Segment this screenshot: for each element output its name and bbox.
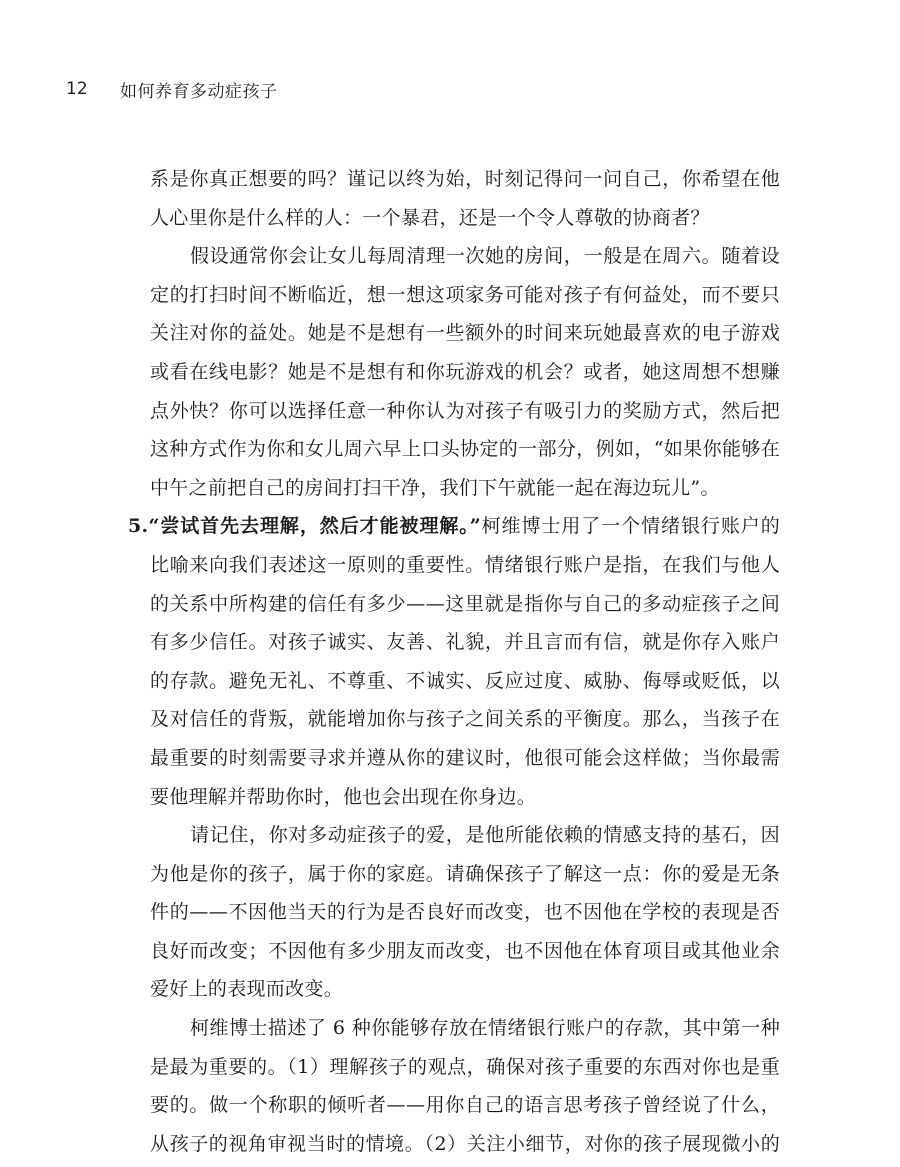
text-line: 有多少信任。对孩子诚实、友善、礼貌，并且言而有信，就是你存入账户 bbox=[150, 631, 780, 654]
text-line: 要他理解并帮助你时，他也会出现在你身边。 bbox=[150, 785, 537, 808]
paragraph bbox=[150, 160, 780, 237]
paragraph bbox=[150, 237, 780, 507]
text-line: 系是你真正想要的吗？谨记以终为始，时刻记得问一问自己，你希望在他 bbox=[150, 168, 780, 190]
text-line: 假设通常你会让女儿每周清理一次她的房间，一般是在周六。随着设 bbox=[190, 245, 780, 268]
text-line: 从孩子的视角审视当时的情境。（2）关注小细节，对你的孩子展现微小的 bbox=[150, 1132, 780, 1155]
item-heading: “尝试首先去理解，然后才能被理解。” bbox=[148, 515, 481, 538]
text-line: 良好而改变；不因他有多少朋友而改变，也不因他在体育项目或其他业余 bbox=[150, 939, 780, 962]
page-number: 12 bbox=[66, 79, 88, 99]
paragraph bbox=[150, 816, 780, 1009]
text-line: 件的——不因他当天的行为是否良好而改变，也不因他在学校的表现是否 bbox=[150, 901, 780, 924]
page-header bbox=[66, 74, 278, 104]
body-text bbox=[128, 160, 780, 1163]
item-number: 5. bbox=[128, 515, 149, 538]
text-line: 为他是你的孩子，属于你的家庭。请确保孩子了解这一点：你的爱是无条 bbox=[150, 862, 780, 885]
text-line: 人心里你是什么样的人：一个暴君，还是一个令人尊敬的协商者？ bbox=[150, 206, 710, 229]
text-line: 点外快？你可以选择任意一种你认为对孩子有吸引力的奖励方式，然后把 bbox=[150, 399, 780, 422]
text-line: 及对信任的背叛，就能增加你与孩子之间关系的平衡度。那么，当孩子在 bbox=[150, 708, 780, 731]
text-line: 要的。做一个称职的倾听者——用你自己的语言思考孩子曾经说了什么， bbox=[150, 1094, 780, 1117]
paragraph bbox=[150, 1009, 780, 1163]
text-line: 这种方式作为你和女儿周六早上口头协定的一部分，例如，“如果你能够在 bbox=[150, 438, 780, 461]
text-line: 关注对你的益处。她是不是想有一些额外的时间来玩她最喜欢的电子游戏 bbox=[150, 322, 780, 345]
text-line: 请记住，你对多动症孩子的爱，是他所能依赖的情感支持的基石，因 bbox=[190, 824, 780, 847]
text-line: 是最为重要的。（1）理解孩子的观点，确保对孩子重要的东西对你也是重 bbox=[150, 1055, 780, 1078]
text-line: 或看在线电影？她是不是想有和你玩游戏的机会？或者，她这周想不想赚 bbox=[150, 360, 780, 383]
item-first-line-text: 柯维博士用了一个情绪银行账户的 bbox=[480, 515, 780, 538]
text-line: 比喻来向我们表述这一原则的重要性。情绪银行账户是指，在我们与他人 bbox=[150, 553, 780, 576]
text-line bbox=[128, 507, 780, 546]
text-line: 的关系中所构建的信任有多少——这里就是指你与自己的多动症孩子之间 bbox=[150, 592, 780, 615]
text-line: 定的打扫时间不断临近，想一想这项家务可能对孩子有何益处，而不要只 bbox=[150, 283, 780, 306]
text-line: 最重要的时刻需要寻求并遵从你的建议时，他很可能会这样做；当你最需 bbox=[150, 746, 780, 769]
text-line: 中午之前把自己的房间打扫干净，我们下午就能一起在海边玩儿”。 bbox=[150, 476, 720, 499]
numbered-item bbox=[128, 507, 780, 816]
text-line: 的存款。避免无礼、不尊重、不诚实、反应过度、威胁、侮辱或贬低，以 bbox=[150, 669, 780, 692]
text-line: 爱好上的表现而改变。 bbox=[150, 978, 344, 1001]
text-line: 柯维博士描述了 6 种你能够存放在情绪银行账户的存款，其中第一种 bbox=[190, 1017, 780, 1040]
running-title: 如何养育多动症孩子 bbox=[120, 81, 278, 102]
